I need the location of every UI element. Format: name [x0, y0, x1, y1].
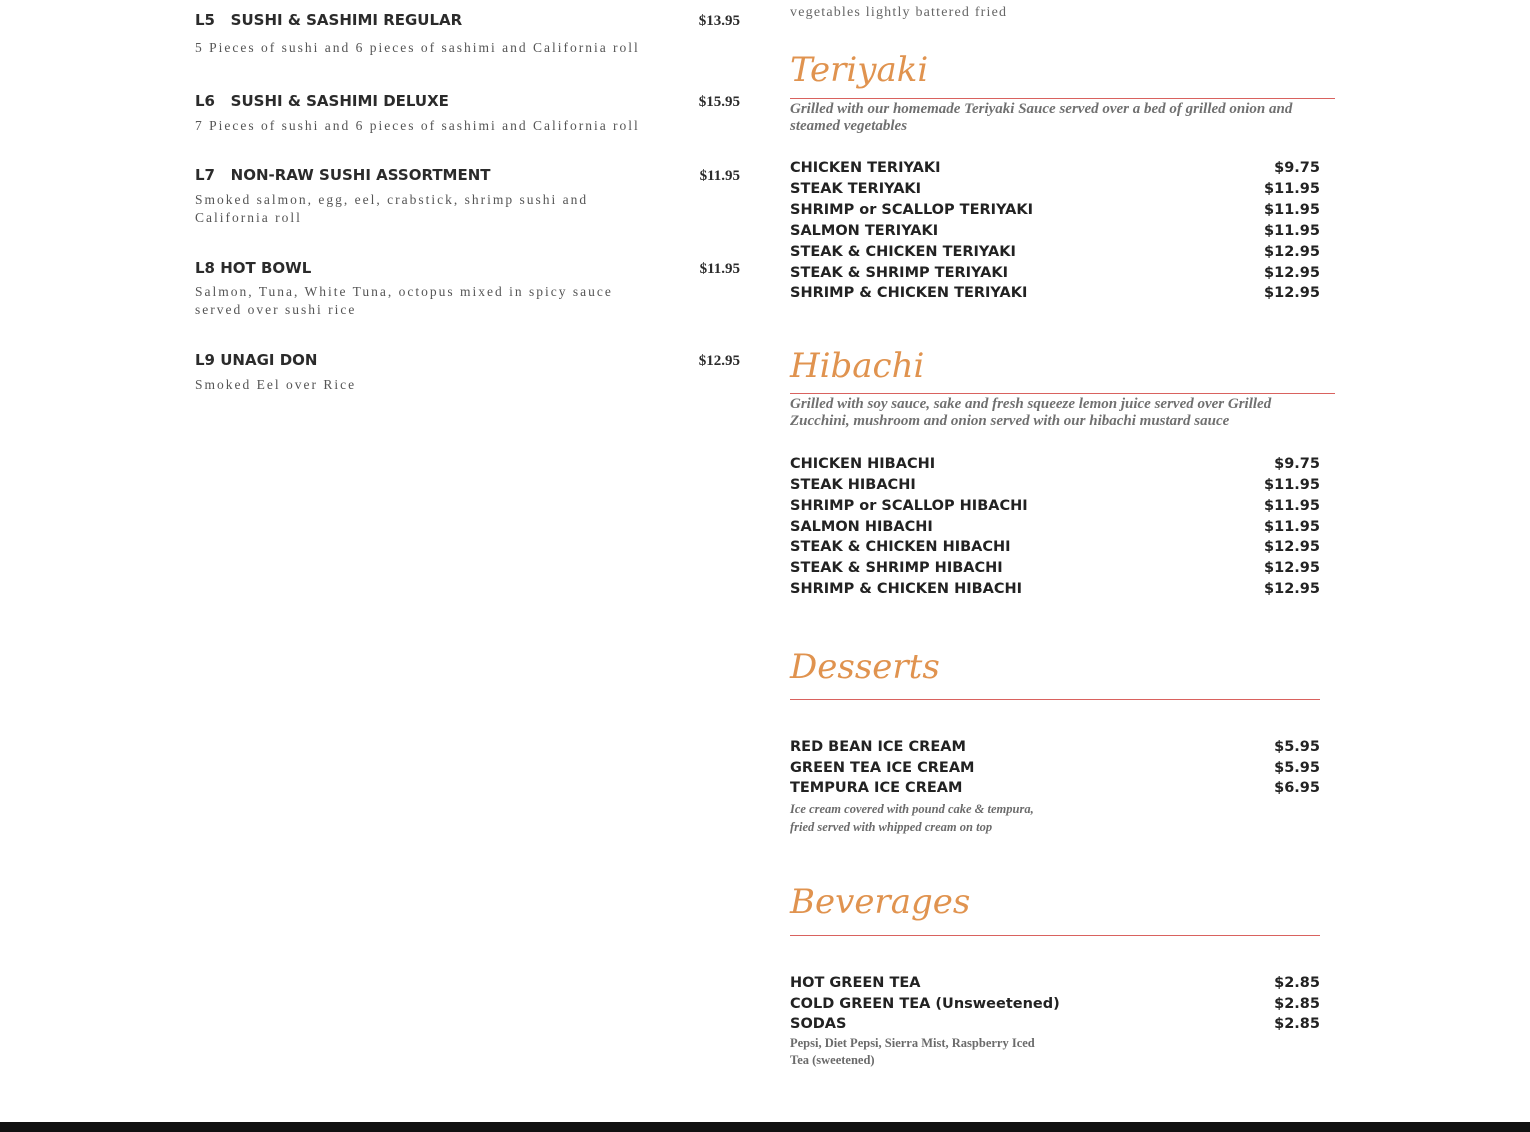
item-price: $11.95 — [1264, 202, 1320, 218]
item-name: STEAK TERIYAKI — [790, 181, 922, 197]
section-title-beverages: Beverages — [790, 882, 971, 922]
menu-row — [790, 285, 1320, 306]
footer-bar — [0, 1122, 1530, 1132]
section-title-desserts: Desserts — [790, 647, 940, 687]
item-note: Ice cream covered with pound cake & tempura, fried served with whipped cream on top — [790, 802, 1034, 834]
menu-row — [790, 780, 1320, 801]
section-description-hibachi: Grilled with soy sauce, sake and fresh squeeze lemon juice served over Grilled Zucchini, mushroom and onion served with our hibachi mustard sauce — [790, 396, 1272, 429]
menu-row — [790, 760, 1320, 781]
item-code: L9 — [195, 351, 215, 369]
menu-row — [790, 560, 1320, 581]
item-price: $12.95 — [1264, 244, 1320, 260]
item-price: $12.95 — [698, 353, 740, 369]
item-name: RED BEAN ICE CREAM — [790, 739, 966, 755]
item-price: $15.95 — [698, 94, 740, 110]
item-price: $11.95 — [1264, 223, 1320, 239]
item-code: L6 — [195, 92, 215, 110]
item-price: $11.95 — [1264, 519, 1320, 535]
item-note: Pepsi, Diet Pepsi, Sierra Mist, Raspberry Iced Tea (sweetened) — [790, 1036, 1035, 1067]
item-name: CHICKEN HIBACHI — [790, 456, 936, 472]
item-code: L5 — [195, 11, 215, 29]
cut-off-description: vegetables lightly battered fried — [790, 5, 1008, 20]
menu-row — [790, 498, 1320, 519]
item-price: $11.95 — [699, 261, 740, 277]
item-name: STEAK & CHICKEN TERIYAKI — [790, 244, 1016, 260]
section-divider — [790, 98, 1335, 99]
item-name: HOT BOWL — [220, 259, 312, 277]
item-name: COLD GREEN TEA (Unsweetened) — [790, 996, 1060, 1012]
item-price: $12.95 — [1264, 285, 1320, 301]
item-description: 5 Pieces of sushi and 6 pieces of sashimi and California roll — [195, 40, 640, 55]
item-title — [195, 351, 317, 369]
item-price: $5.95 — [1274, 739, 1320, 755]
menu-row — [790, 477, 1320, 498]
menu-row — [790, 996, 1320, 1017]
item-code: L7 — [195, 166, 215, 184]
item-name: SUSHI & SASHIMI DELUXE — [230, 92, 449, 110]
item-price: $2.85 — [1274, 1016, 1320, 1032]
menu-row — [790, 519, 1320, 540]
item-description: Smoked salmon, egg, eel, crabstick, shrimp sushi and California roll — [195, 192, 589, 225]
menu-row — [790, 739, 1320, 760]
item-name: STEAK & SHRIMP HIBACHI — [790, 560, 1003, 576]
item-name: UNAGI DON — [220, 351, 318, 369]
item-price: $2.85 — [1274, 996, 1320, 1012]
item-code: L8 — [195, 259, 215, 277]
item-description: 7 Pieces of sushi and 6 pieces of sashimi and California roll — [195, 118, 640, 133]
menu-row — [790, 223, 1320, 244]
item-name: SHRIMP & CHICKEN TERIYAKI — [790, 285, 1028, 301]
item-price: $11.95 — [1264, 498, 1320, 514]
menu-row — [790, 244, 1320, 265]
section-divider — [790, 699, 1320, 700]
menu-row — [790, 975, 1320, 996]
item-price: $12.95 — [1264, 560, 1320, 576]
item-price: $2.85 — [1274, 975, 1320, 991]
item-description: Smoked Eel over Rice — [195, 377, 357, 392]
section-title-hibachi: Hibachi — [790, 346, 925, 386]
item-name: SHRIMP & CHICKEN HIBACHI — [790, 581, 1023, 597]
item-name: STEAK & CHICKEN HIBACHI — [790, 539, 1011, 555]
item-name: SHRIMP or SCALLOP TERIYAKI — [790, 202, 1033, 218]
menu-row — [790, 1016, 1320, 1037]
item-price: $11.95 — [1264, 181, 1320, 197]
section-divider — [790, 935, 1320, 936]
menu-row — [790, 181, 1320, 202]
item-name: NON-RAW SUSHI ASSORTMENT — [230, 166, 491, 184]
item-price: $5.95 — [1274, 760, 1320, 776]
item-name: SUSHI & SASHIMI REGULAR — [230, 11, 463, 29]
menu-row — [790, 581, 1320, 602]
item-price: $12.95 — [1264, 539, 1320, 555]
item-price: $9.75 — [1274, 160, 1320, 176]
menu-row — [790, 202, 1320, 223]
menu-row — [790, 539, 1320, 560]
item-name: STEAK & SHRIMP TERIYAKI — [790, 265, 1009, 281]
item-name: CHICKEN TERIYAKI — [790, 160, 941, 176]
item-name: SHRIMP or SCALLOP HIBACHI — [790, 498, 1028, 514]
item-title — [195, 259, 311, 277]
item-price: $13.95 — [698, 13, 740, 29]
item-price: $11.95 — [1264, 477, 1320, 493]
item-price: $9.75 — [1274, 456, 1320, 472]
menu-row — [790, 265, 1320, 286]
item-price: $6.95 — [1274, 780, 1320, 796]
item-price: $12.95 — [1264, 265, 1320, 281]
item-title — [195, 92, 449, 110]
item-name: SALMON TERIYAKI — [790, 223, 939, 239]
section-divider — [790, 393, 1335, 394]
item-title — [195, 166, 491, 184]
item-price: $11.95 — [699, 168, 740, 184]
item-name: HOT GREEN TEA — [790, 975, 921, 991]
item-price: $12.95 — [1264, 581, 1320, 597]
section-description-teriyaki: Grilled with our homemade Teriyaki Sauce served over a bed of grilled onion and steamed vegetables — [790, 101, 1293, 134]
section-title-teriyaki: Teriyaki — [790, 50, 929, 90]
item-name: GREEN TEA ICE CREAM — [790, 760, 975, 776]
item-title — [195, 11, 462, 29]
item-description: Salmon, Tuna, White Tuna, octopus mixed in spicy sauce served over sushi rice — [195, 284, 613, 317]
item-name: TEMPURA ICE CREAM — [790, 780, 963, 796]
menu-row — [790, 456, 1320, 477]
item-name: SALMON HIBACHI — [790, 519, 933, 535]
item-name: STEAK HIBACHI — [790, 477, 916, 493]
menu-row — [790, 160, 1320, 181]
item-name: SODAS — [790, 1016, 847, 1032]
